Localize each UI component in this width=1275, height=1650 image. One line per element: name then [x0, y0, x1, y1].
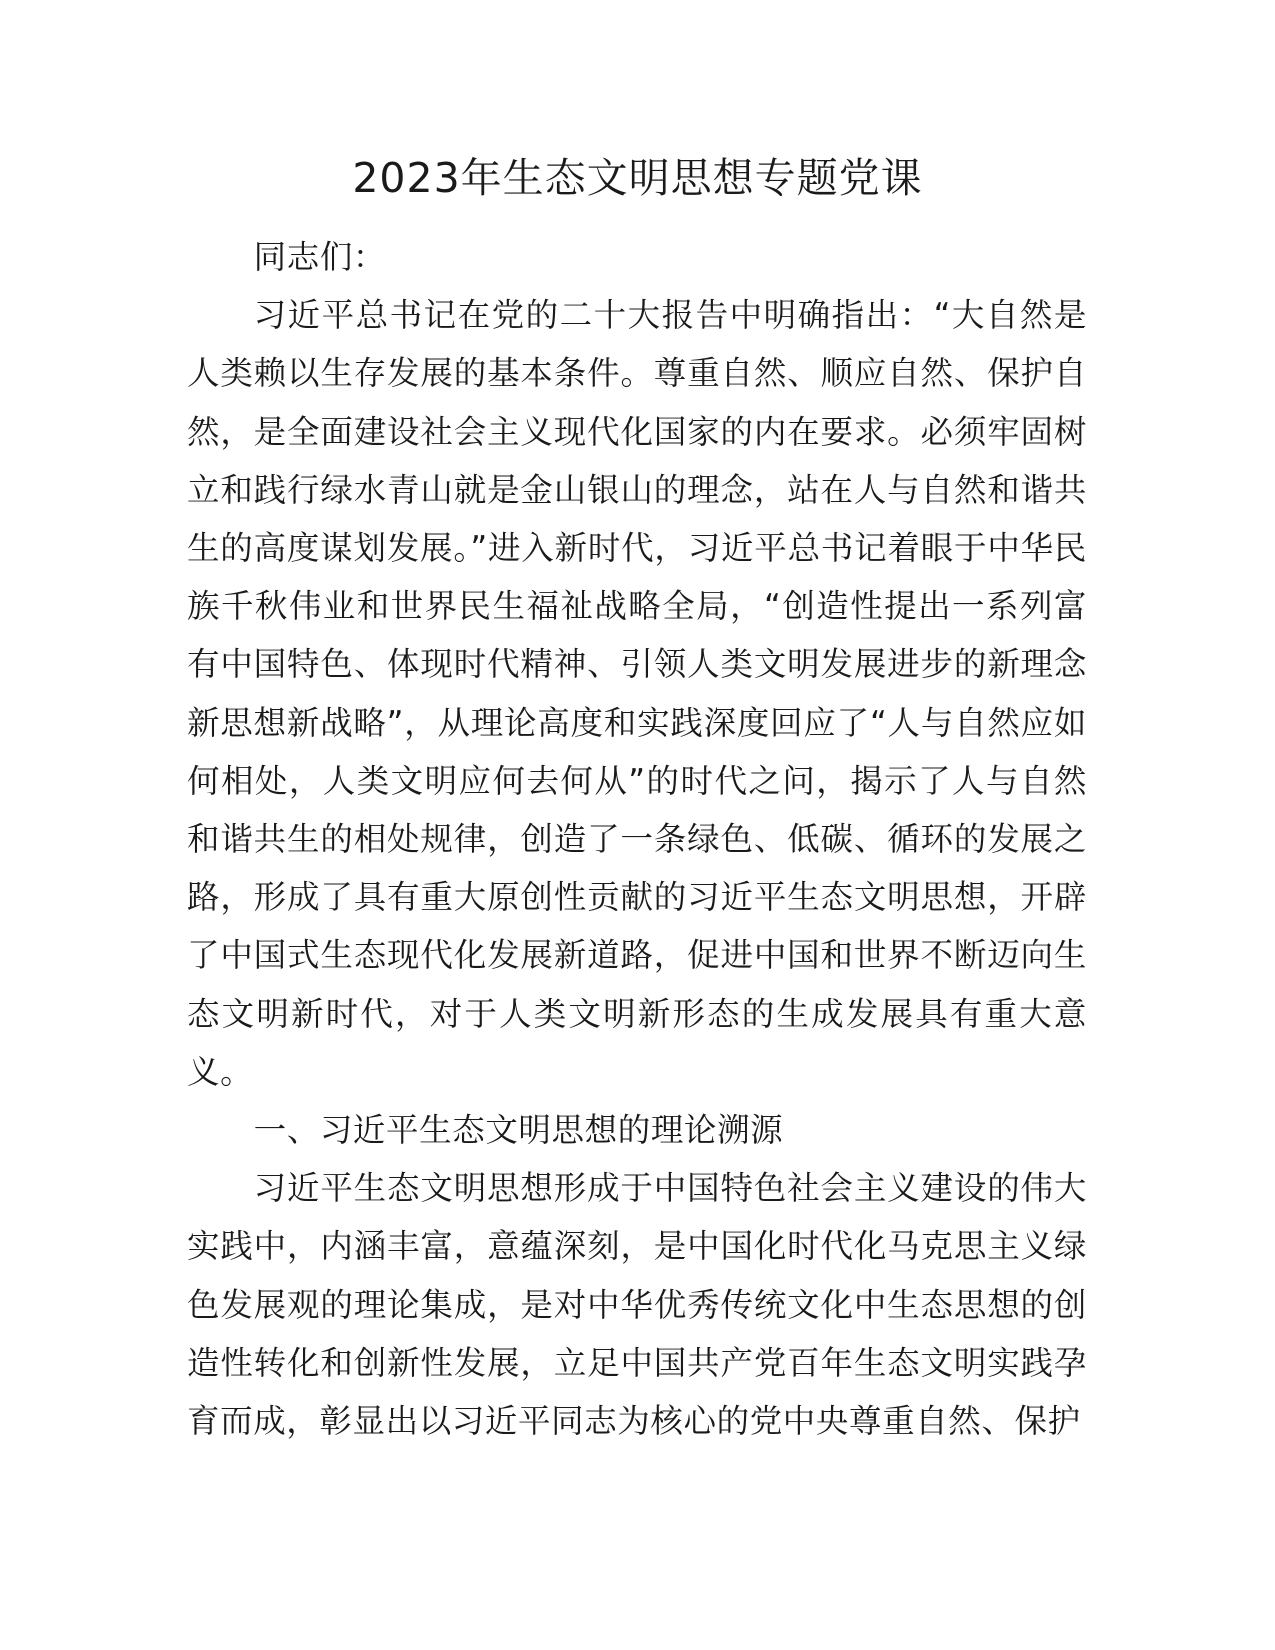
document-title: 2023年生态文明思想专题党课 — [352, 154, 923, 202]
section-heading: 一、习近平生态文明思想的理论溯源 — [253, 1111, 784, 1150]
section-paragraph: 习近平生态文明思想形成于中国特色社会主义建设的伟大实践中，内涵丰富，意蕴深刻，是中国化时代化马克思主义绿色发展观的理论集成，是对中华优秀传统文化中生态思想的创造性转化和创新性发展，立足中国共产党百年生态文明实践孕育而成，彰显出以习近平同志为核心的党中央尊重自然、保护 — [187, 1169, 1087, 1441]
salutation: 同志们： — [253, 238, 387, 276]
intro-paragraph: 习近平总书记在党的二十大报告中明确指出：“大自然是人类赖以生存发展的基本条件。尊重自然、顺应自然、保护自然，是全面建设社会主义现代化国家的内在要求。必须牢固树立和践行绿水青山就是金山银山的理念，站在人与自然和谐共生的高度谋划发展。”进入新时代，习近平总书记着眼于中华民族千秋伟业和世界民生福祉战略全局，“创造性提出一系列富有中国特色、体现时代精神、引领人类文明发展进步的新理念新思想新战略”，从理论高度和实践深度回应了“人与自然应如何相处，人类文明应何去何从”的时代之问，揭示了人与自然和谐共生的相处规律，创造了一条绿色、低碳、循环的发展之路，形成了具有重大原创性贡献的习近平生态文明思想，开辟了中国式生态现代化发展新道路，促进中国和世界不断迈向生态文明新时代，对于人类文明新形态的生成发展具有重大意义。 — [187, 296, 1087, 1091]
document-body — [187, 228, 1087, 1450]
